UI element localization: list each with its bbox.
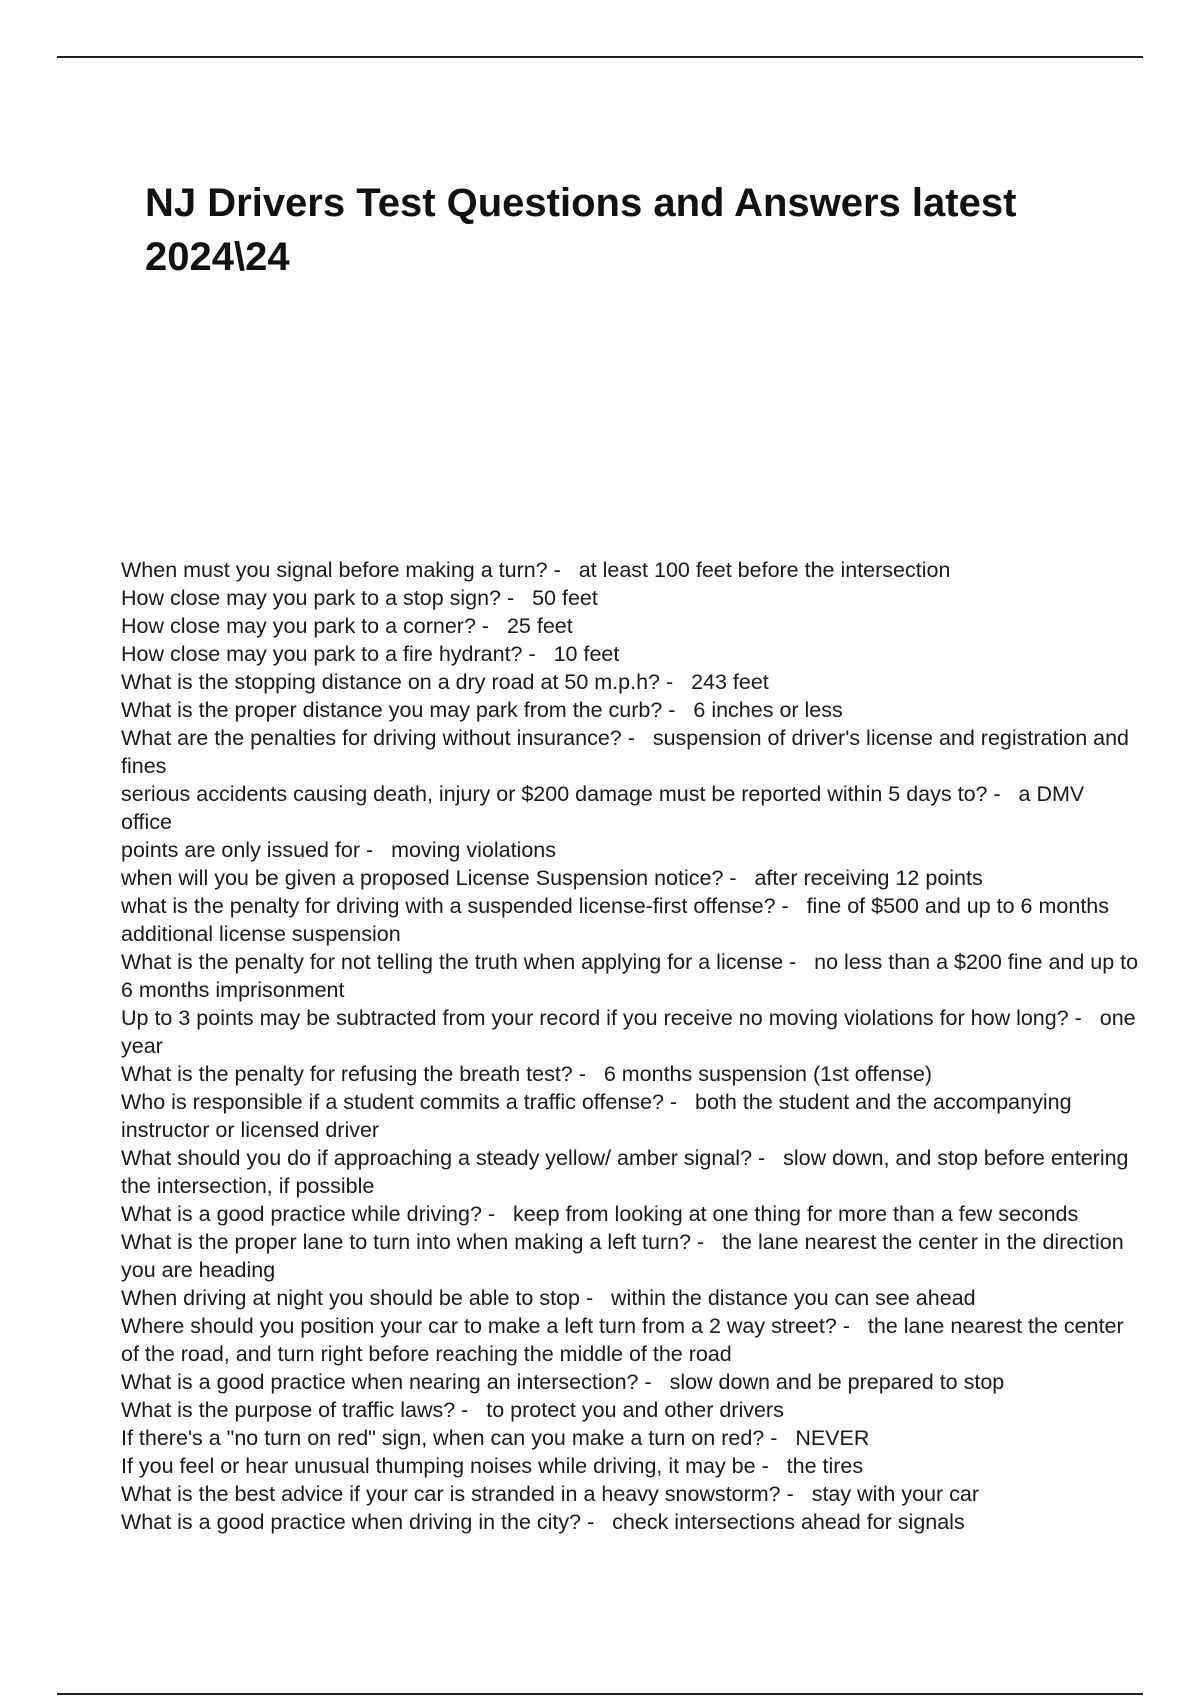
answer-text: 25 feet: [506, 614, 573, 638]
answer-text: suspension of driver's license and registration and fines: [121, 726, 1129, 778]
qa-item: [121, 1228, 1141, 1284]
qa-item: [121, 1508, 1141, 1536]
answer-text: within the distance you can see ahead: [611, 1286, 976, 1310]
answer-text: slow down, and stop before entering the intersection, if possible: [121, 1146, 1129, 1198]
qa-item: [121, 1424, 1141, 1452]
qa-item: [121, 1368, 1141, 1396]
question-text: what is the penalty for driving with a suspended license-first offense? -: [121, 894, 789, 918]
qa-list: [121, 556, 1141, 1536]
question-text: What is a good practice when nearing an intersection? -: [121, 1370, 652, 1394]
answer-text: both the student and the accompanying instructor or licensed driver: [121, 1090, 1072, 1142]
qa-item: [121, 1144, 1141, 1200]
qa-item: [121, 1396, 1141, 1424]
page-title: NJ Drivers Test Questions and Answers latest 2024\24: [145, 181, 1017, 279]
answer-text: keep from looking at one thing for more than a few seconds: [512, 1202, 1079, 1226]
answer-text: to protect you and other drivers: [486, 1398, 784, 1422]
answer-text: slow down and be prepared to stop: [669, 1370, 1005, 1394]
answer-text: fine of $500 and up to 6 months additional license suspension: [121, 894, 1109, 946]
question-text: What is the proper distance you may park from the curb? -: [121, 698, 676, 722]
qa-item: [121, 1200, 1141, 1228]
answer-text: 10 feet: [553, 642, 620, 666]
qa-item: [121, 1284, 1141, 1312]
question-text: What is a good practice when driving in the city? -: [121, 1510, 595, 1534]
question-text: How close may you park to a stop sign? -: [121, 586, 515, 610]
question-text: When must you signal before making a turn? -: [121, 558, 561, 582]
question-text: What is a good practice while driving? -: [121, 1202, 496, 1226]
qa-item: [121, 836, 1141, 864]
answer-text: moving violations: [391, 838, 556, 862]
answer-text: a DMV office: [121, 782, 1085, 834]
answer-text: 50 feet: [532, 586, 598, 610]
answer-text: no less than a $200 fine and up to 6 months imprisonment: [121, 950, 1139, 1002]
answer-text: 243 feet: [691, 670, 769, 694]
qa-item: [121, 1004, 1141, 1060]
question-text: points are only issued for -: [121, 838, 374, 862]
answer-text: at least 100 feet before the intersection: [578, 558, 951, 582]
question-text: What is the stopping distance on a dry road at 50 m.p.h? -: [121, 670, 674, 694]
qa-item: [121, 612, 1141, 640]
qa-item: [121, 948, 1141, 1004]
answer-text: one year: [121, 1006, 1136, 1058]
qa-item: [121, 864, 1141, 892]
answer-text: after receiving 12 points: [754, 866, 983, 890]
qa-item: [121, 1088, 1141, 1144]
question-text: How close may you park to a corner? -: [121, 614, 490, 638]
qa-item: [121, 892, 1141, 948]
top-divider: [57, 56, 1143, 58]
question-text: Up to 3 points may be subtracted from your record if you receive no moving violations for how long? -: [121, 1006, 1082, 1030]
question-text: when will you be given a proposed License Suspension notice? -: [121, 866, 737, 890]
question-text: What is the purpose of traffic laws? -: [121, 1398, 469, 1422]
answer-text: stay with your car: [811, 1482, 979, 1506]
question-text: Who is responsible if a student commits a traffic offense? -: [121, 1090, 678, 1114]
question-text: What is the penalty for not telling the truth when applying for a license -: [121, 950, 797, 974]
qa-item: [121, 724, 1141, 780]
qa-item: [121, 1312, 1141, 1368]
qa-item: [121, 1452, 1141, 1480]
qa-item: [121, 1480, 1141, 1508]
question-text: What are the penalties for driving without insurance? -: [121, 726, 635, 750]
question-text: If you feel or hear unusual thumping noises while driving, it may be -: [121, 1454, 769, 1478]
qa-item: [121, 556, 1141, 584]
question-text: What should you do if approaching a steady yellow/ amber signal? -: [121, 1146, 766, 1170]
question-text: If there's a "no turn on red" sign, when can you make a turn on red? -: [121, 1426, 778, 1450]
question-text: How close may you park to a fire hydrant? -: [121, 642, 536, 666]
answer-text: 6 inches or less: [693, 698, 843, 722]
answer-text: the tires: [786, 1454, 864, 1478]
question-text: When driving at night you should be able to stop -: [121, 1286, 594, 1310]
question-text: What is the penalty for refusing the breath test? -: [121, 1062, 586, 1086]
qa-item: [121, 584, 1141, 612]
answer-text: the lane nearest the center of the road, and turn right before reaching the middle of the road: [121, 1314, 1124, 1366]
qa-item: [121, 668, 1141, 696]
answer-text: 6 months suspension (1st offense): [603, 1062, 933, 1086]
qa-item: [121, 780, 1141, 836]
answer-text: check intersections ahead for signals: [612, 1510, 965, 1534]
question-text: What is the proper lane to turn into when making a left turn? -: [121, 1230, 705, 1254]
question-text: What is the best advice if your car is stranded in a heavy snowstorm? -: [121, 1482, 794, 1506]
question-text: serious accidents causing death, injury or $200 damage must be reported within 5 days to? -: [121, 782, 1001, 806]
answer-text: NEVER: [795, 1426, 870, 1450]
qa-item: [121, 696, 1141, 724]
answer-text: the lane nearest the center in the direction you are heading: [121, 1230, 1124, 1282]
qa-item: [121, 1060, 1141, 1088]
bottom-divider: [57, 1693, 1143, 1695]
question-text: Where should you position your car to make a left turn from a 2 way street? -: [121, 1314, 850, 1338]
qa-item: [121, 640, 1141, 668]
